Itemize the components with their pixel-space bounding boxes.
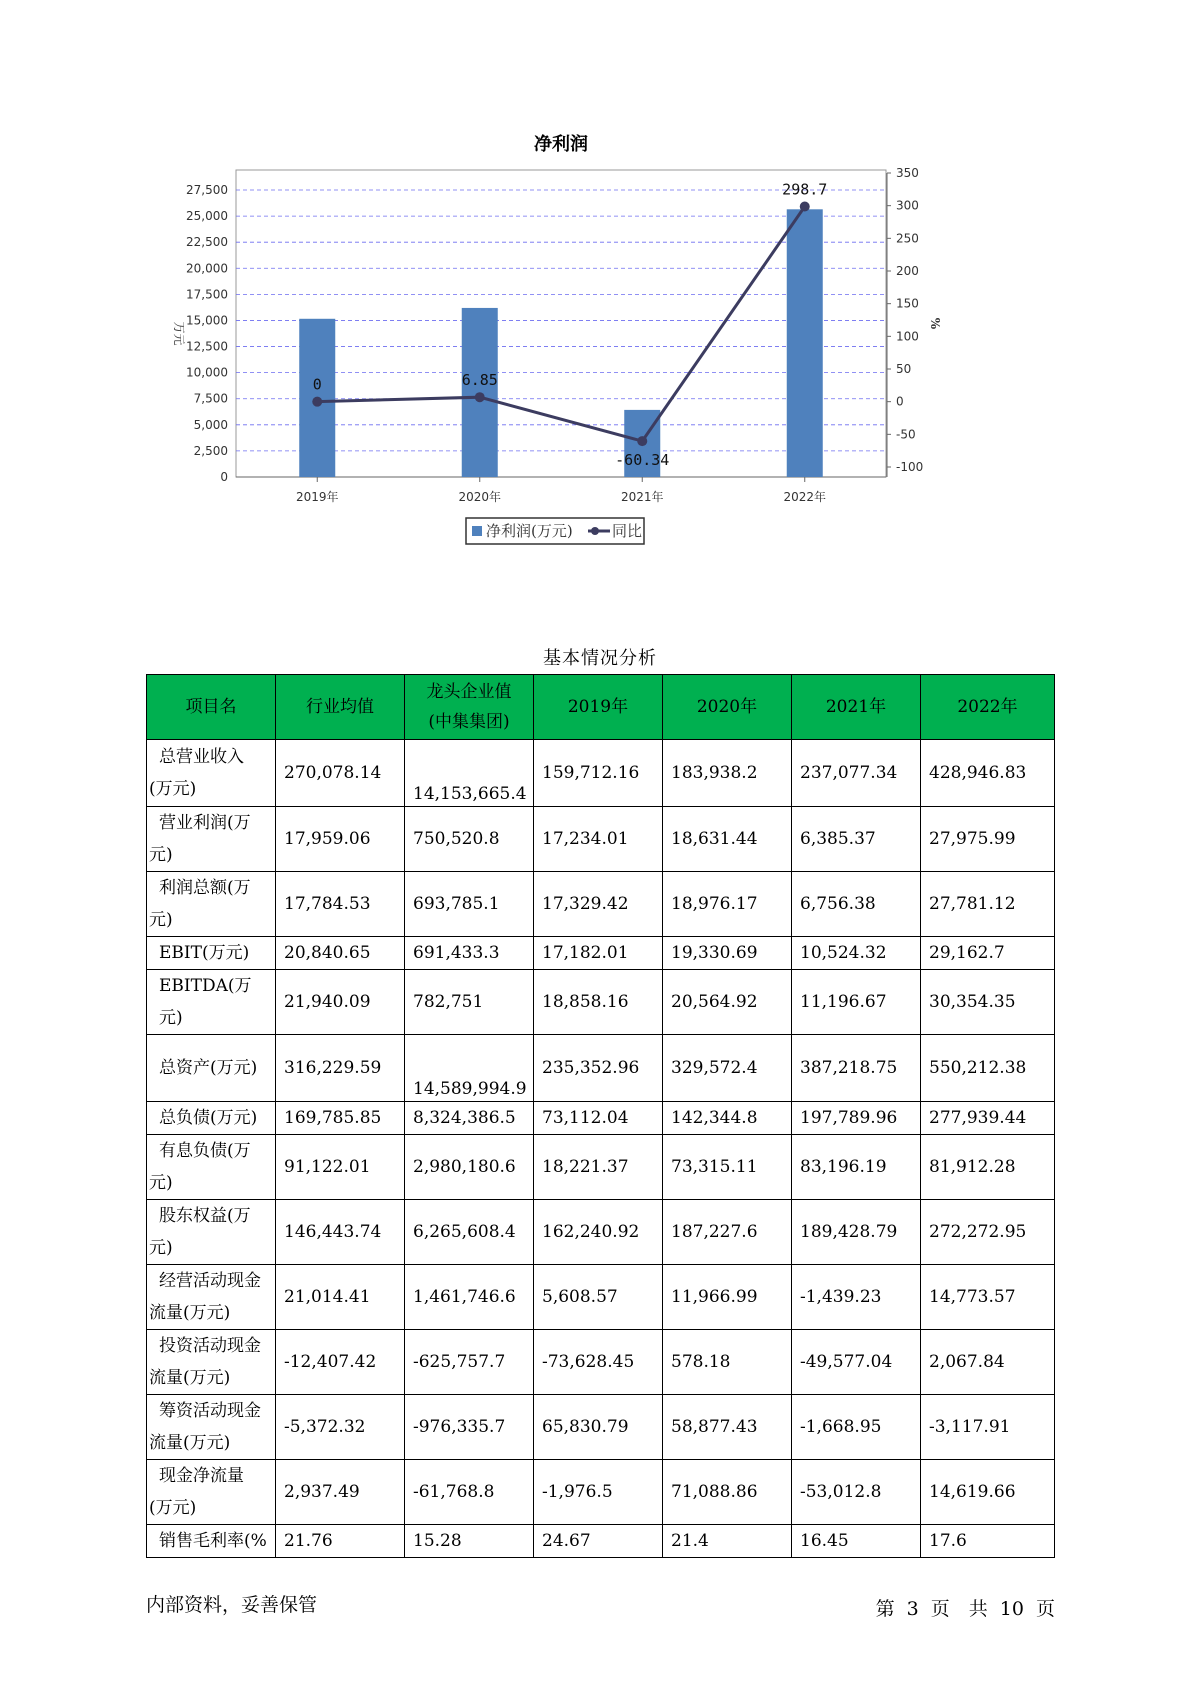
table-row xyxy=(147,807,1055,872)
y2-tick-label: 0 xyxy=(896,394,904,409)
y-tick-label: 7,500 xyxy=(193,391,228,406)
row-label-line1: 销售毛利率(% xyxy=(159,1531,267,1551)
y-tick-label: 12,500 xyxy=(186,339,228,354)
table-cell: 65,830.79 xyxy=(534,1395,663,1460)
row-label-line2: 元) xyxy=(149,1173,173,1193)
table-cell: -5,372.32 xyxy=(276,1395,405,1460)
y-tick-label: 15,000 xyxy=(186,313,228,328)
y2-tick-label: 200 xyxy=(896,264,919,278)
y-axis-label: 万元 xyxy=(172,321,186,346)
table-cell: 58,877.43 xyxy=(663,1395,792,1460)
table-cell: 329,572.4 xyxy=(663,1035,792,1102)
chart-title: 净利润 xyxy=(534,134,588,155)
row-label-line1: 总资产(万元) xyxy=(159,1058,258,1078)
table-cell: 237,077.34 xyxy=(792,740,921,807)
row-label xyxy=(147,872,276,937)
y2-tick-label: 50 xyxy=(896,362,912,376)
table-cell: 5,608.57 xyxy=(534,1265,663,1330)
table-cell: 17.6 xyxy=(921,1525,1055,1558)
header-2020: 2020年 xyxy=(663,675,792,740)
legend-bar-label: 净利润(万元) xyxy=(486,522,573,540)
basic-analysis-table xyxy=(146,674,1055,1558)
table-cell: 782,751 xyxy=(405,970,534,1035)
table-cell: 691,433.3 xyxy=(405,937,534,970)
table-cell: 2,067.84 xyxy=(921,1330,1055,1395)
row-label-line1: 利润总额(万 xyxy=(159,878,251,898)
footer-page-number: 第 3 页 共 10 页 xyxy=(875,1598,1055,1620)
yoy-point xyxy=(312,397,322,407)
table-cell: -1,439.23 xyxy=(792,1265,921,1330)
table-cell: 159,712.16 xyxy=(534,740,663,807)
yoy-point xyxy=(800,202,810,212)
row-label xyxy=(147,1102,276,1135)
table-row xyxy=(147,1035,1055,1102)
header-2022: 2022年 xyxy=(921,675,1055,740)
table-cell: 197,789.96 xyxy=(792,1102,921,1135)
table-cell: -61,768.8 xyxy=(405,1460,534,1525)
row-label xyxy=(147,740,276,807)
table-cell: 11,196.67 xyxy=(792,970,921,1035)
row-label-line1: 投资活动现金 xyxy=(159,1336,261,1356)
table-row xyxy=(147,1330,1055,1395)
yoy-data-label: 6.85 xyxy=(461,371,498,390)
x-tick-label: 2020年 xyxy=(458,490,502,504)
table-row xyxy=(147,1395,1055,1460)
table-cell: 11,966.99 xyxy=(663,1265,792,1330)
table-cell: 578.18 xyxy=(663,1330,792,1395)
table-cell: 10,524.32 xyxy=(792,937,921,970)
yoy-line xyxy=(317,207,805,442)
table-cell: 18,976.17 xyxy=(663,872,792,937)
row-label-line1: 有息负债(万 xyxy=(159,1141,251,1161)
row-label-line1: EBIT(万元) xyxy=(159,943,250,963)
table-title: 基本情况分析 xyxy=(543,648,657,669)
table-cell: 17,784.53 xyxy=(276,872,405,937)
row-label-line1: 营业利润(万 xyxy=(159,813,251,833)
table-cell: 14,619.66 xyxy=(921,1460,1055,1525)
yoy-point xyxy=(475,392,485,402)
table-cell: 24.67 xyxy=(534,1525,663,1558)
row-label-line2: 元) xyxy=(149,845,173,865)
table-cell: 20,840.65 xyxy=(276,937,405,970)
table-cell: 187,227.6 xyxy=(663,1200,792,1265)
row-label xyxy=(147,1035,276,1102)
row-label-line2: 流量(万元) xyxy=(149,1433,231,1453)
table-cell: 1,461,746.6 xyxy=(405,1265,534,1330)
table-cell: 73,112.04 xyxy=(534,1102,663,1135)
table-cell: 83,196.19 xyxy=(792,1135,921,1200)
x-tick-label: 2021年 xyxy=(620,490,664,504)
y2-tick-label: 150 xyxy=(896,296,919,311)
y-tick-label: 20,000 xyxy=(186,261,228,276)
table-row xyxy=(147,937,1055,970)
table-cell: 15.28 xyxy=(405,1525,534,1558)
table-cell: 235,352.96 xyxy=(534,1035,663,1102)
table-cell: -1,668.95 xyxy=(792,1395,921,1460)
row-label xyxy=(147,937,276,970)
table-cell: 693,785.1 xyxy=(405,872,534,937)
y-tick-label: 25,000 xyxy=(186,209,228,224)
table-cell: 71,088.86 xyxy=(663,1460,792,1525)
table-cell: 272,272.95 xyxy=(921,1200,1055,1265)
table-row xyxy=(147,1460,1055,1525)
table-row xyxy=(147,740,1055,807)
table-cell: 316,229.59 xyxy=(276,1035,405,1102)
table-cell: 387,218.75 xyxy=(792,1035,921,1102)
table-cell: 162,240.92 xyxy=(534,1200,663,1265)
table-cell: 21.76 xyxy=(276,1525,405,1558)
table-cell: 81,912.28 xyxy=(921,1135,1055,1200)
table-cell: -1,976.5 xyxy=(534,1460,663,1525)
table-cell: -73,628.45 xyxy=(534,1330,663,1395)
row-label-line1: 现金净流量 xyxy=(159,1466,244,1486)
table-cell: 16.45 xyxy=(792,1525,921,1558)
table-cell: -53,012.8 xyxy=(792,1460,921,1525)
y-tick-label: 10,000 xyxy=(186,365,228,380)
x-tick-label: 2022年 xyxy=(783,490,827,504)
row-label-line2: 元) xyxy=(149,1238,173,1258)
table-row xyxy=(147,1200,1055,1265)
table-row xyxy=(147,1135,1055,1200)
table-row xyxy=(147,970,1055,1035)
row-label xyxy=(147,970,276,1035)
table-cell: 27,781.12 xyxy=(921,872,1055,937)
table-cell: 169,785.85 xyxy=(276,1102,405,1135)
table-cell: 270,078.14 xyxy=(276,740,405,807)
legend-line-marker xyxy=(591,527,599,535)
header-item-name: 项目名 xyxy=(147,675,276,740)
y-tick-label: 2,500 xyxy=(193,443,228,458)
table-cell: 73,315.11 xyxy=(663,1135,792,1200)
table-cell: 428,946.83 xyxy=(921,740,1055,807)
y-tick-label: 5,000 xyxy=(193,417,228,432)
table-cell: -49,577.04 xyxy=(792,1330,921,1395)
chart-canvas xyxy=(150,130,1050,600)
row-label xyxy=(147,807,276,872)
header-leader-value xyxy=(405,675,534,740)
bar xyxy=(787,209,823,477)
table-cell: 17,959.06 xyxy=(276,807,405,872)
table-cell: 6,385.37 xyxy=(792,807,921,872)
table-cell: 183,938.2 xyxy=(663,740,792,807)
table-cell: 14,773.57 xyxy=(921,1265,1055,1330)
table-cell: 21,940.09 xyxy=(276,970,405,1035)
table-cell: 14,589,994.9 xyxy=(405,1035,534,1102)
table-cell: 277,939.44 xyxy=(921,1102,1055,1135)
table-cell: -3,117.91 xyxy=(921,1395,1055,1460)
row-label-line1: 总营业收入 xyxy=(159,747,244,767)
table-cell: 14,153,665.4 xyxy=(405,740,534,807)
yoy-data-label: 0 xyxy=(312,375,322,394)
row-label xyxy=(147,1525,276,1558)
y2-axis-label: % xyxy=(928,317,942,330)
row-label-line1: 筹资活动现金 xyxy=(159,1401,261,1421)
yoy-data-label: 298.7 xyxy=(782,180,828,199)
row-label-line1: 股东权益(万 xyxy=(159,1206,251,1226)
table-cell: 8,324,386.5 xyxy=(405,1102,534,1135)
header-leader-line2: (中集集团) xyxy=(428,712,510,732)
table-cell: -976,335.7 xyxy=(405,1395,534,1460)
table-cell: 189,428.79 xyxy=(792,1200,921,1265)
row-label-line2: 流量(万元) xyxy=(149,1368,231,1388)
table-cell: -625,757.7 xyxy=(405,1330,534,1395)
net-profit-chart xyxy=(150,130,1050,600)
row-label xyxy=(147,1460,276,1525)
y-tick-label: 22,500 xyxy=(186,235,228,250)
table-cell: 146,443.74 xyxy=(276,1200,405,1265)
y-tick-label: 27,500 xyxy=(186,183,228,197)
header-leader-line1: 龙头企业值 xyxy=(426,682,512,702)
footer-confidential-note: 内部资料，妥善保管 xyxy=(146,1594,318,1616)
table-cell: 2,980,180.6 xyxy=(405,1135,534,1200)
row-label-line2: (万元) xyxy=(149,1498,197,1518)
row-label-line2: 流量(万元) xyxy=(149,1303,231,1323)
x-tick-label: 2019年 xyxy=(295,490,339,504)
row-label xyxy=(147,1395,276,1460)
row-label-line2: 元) xyxy=(149,910,173,930)
table-cell: 20,564.92 xyxy=(663,970,792,1035)
table-cell: 6,265,608.4 xyxy=(405,1200,534,1265)
legend-line-label: 同比 xyxy=(612,522,643,540)
table-header-row xyxy=(147,675,1055,740)
table-cell: 17,182.01 xyxy=(534,937,663,970)
table-cell: 142,344.8 xyxy=(663,1102,792,1135)
row-label-line1: 总负债(万元) xyxy=(159,1108,258,1128)
table-cell: 91,122.01 xyxy=(276,1135,405,1200)
table-cell: 18,221.37 xyxy=(534,1135,663,1200)
table-row xyxy=(147,872,1055,937)
row-label xyxy=(147,1135,276,1200)
table-cell: 29,162.7 xyxy=(921,937,1055,970)
table-cell: 6,756.38 xyxy=(792,872,921,937)
row-label-line1: EBITDA(万元) xyxy=(159,976,252,1028)
row-label xyxy=(147,1265,276,1330)
table-cell: 17,234.01 xyxy=(534,807,663,872)
header-2021: 2021年 xyxy=(792,675,921,740)
table-row xyxy=(147,1265,1055,1330)
yoy-point xyxy=(637,436,647,446)
table-cell: 18,631.44 xyxy=(663,807,792,872)
header-2019: 2019年 xyxy=(534,675,663,740)
table-row xyxy=(147,1102,1055,1135)
y-tick-label: 17,500 xyxy=(186,287,228,302)
y2-tick-label: -100 xyxy=(896,460,924,474)
table-row xyxy=(147,1525,1055,1558)
table-cell: 17,329.42 xyxy=(534,872,663,937)
table-cell: 750,520.8 xyxy=(405,807,534,872)
table-cell: 18,858.16 xyxy=(534,970,663,1035)
table-cell: 19,330.69 xyxy=(663,937,792,970)
row-label xyxy=(147,1330,276,1395)
y2-tick-label: 350 xyxy=(896,166,919,180)
y2-tick-label: 250 xyxy=(896,231,919,246)
table-cell: -12,407.42 xyxy=(276,1330,405,1395)
row-label-line1: 经营活动现金 xyxy=(159,1271,261,1291)
table-cell: 21.4 xyxy=(663,1525,792,1558)
row-label-line2: (万元) xyxy=(149,779,197,799)
y2-tick-label: -50 xyxy=(896,427,916,442)
table-cell: 27,975.99 xyxy=(921,807,1055,872)
table-cell: 30,354.35 xyxy=(921,970,1055,1035)
row-label xyxy=(147,1200,276,1265)
header-industry-avg: 行业均值 xyxy=(276,675,405,740)
table-cell: 550,212.38 xyxy=(921,1035,1055,1102)
yoy-data-label: -60.34 xyxy=(615,451,670,470)
table-cell: 21,014.41 xyxy=(276,1265,405,1330)
legend-bar-swatch xyxy=(472,526,482,536)
y2-tick-label: 300 xyxy=(896,198,919,213)
table-body xyxy=(147,740,1055,1558)
y-tick-label: 0 xyxy=(220,470,228,484)
table-cell: 2,937.49 xyxy=(276,1460,405,1525)
y2-tick-label: 100 xyxy=(896,329,919,344)
